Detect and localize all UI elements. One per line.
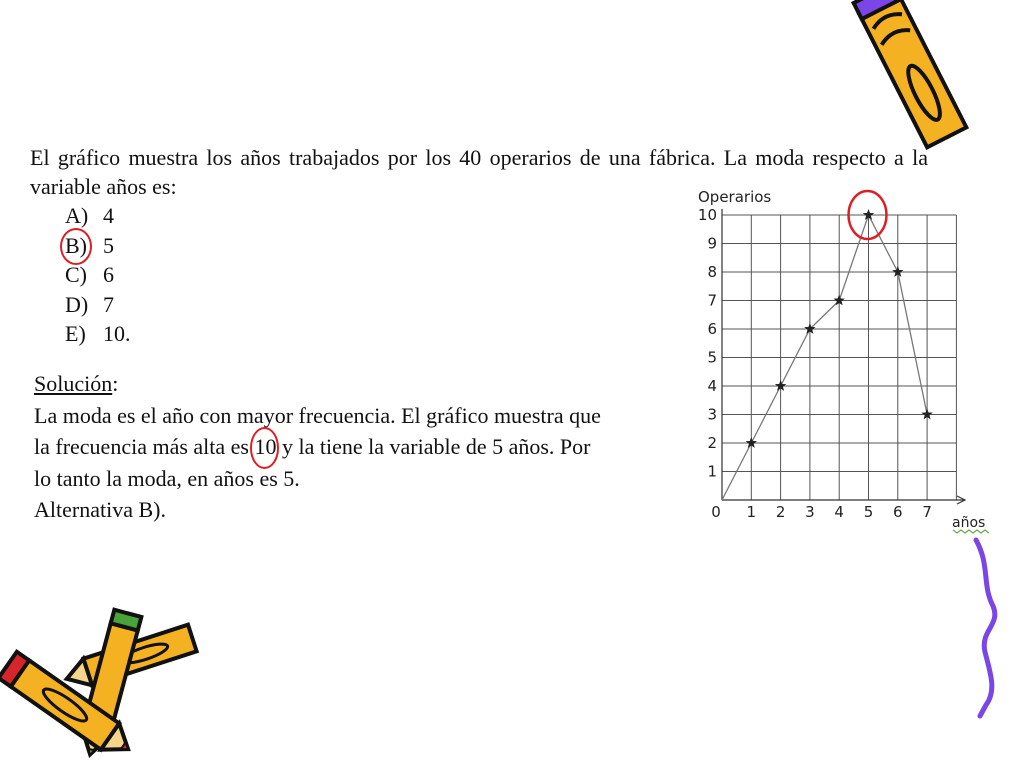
chart-grid — [722, 215, 956, 500]
x-tick-label: 5 — [863, 503, 874, 521]
solution-text: la frecuencia más alta es — [34, 434, 249, 459]
chart-series — [722, 209, 933, 500]
pencil-icon — [854, 0, 967, 147]
y-tick-label: 1 — [707, 462, 717, 481]
y-tick-label: 6 — [707, 320, 717, 338]
y-tick-label: 5 — [707, 348, 717, 367]
highlighted-frequency: 10 — [254, 431, 276, 463]
y-tick-label: 10 — [697, 206, 717, 224]
option-letter: E) — [65, 321, 86, 346]
y-tick-label: 8 — [707, 263, 717, 281]
option-value: 4 — [103, 203, 114, 228]
x-tick-label: 2 — [775, 503, 786, 521]
solution-heading-colon: : — [112, 371, 119, 396]
x-tick-label: 0 — [711, 503, 721, 521]
option-value: 6 — [103, 262, 114, 287]
option-letter-text: B) — [65, 232, 87, 258]
solution-heading: Solución — [34, 371, 113, 396]
option-value: 5 — [103, 232, 114, 258]
y-tick-label: 2 — [707, 434, 717, 452]
y-tick-label: 4 — [707, 377, 717, 395]
y-tick-label: 9 — [707, 234, 717, 253]
option-letter: D) — [65, 291, 89, 317]
option-letter: C) — [65, 262, 87, 287]
crossed-pencils-icon — [0, 610, 197, 763]
decorative-squiggle — [976, 540, 995, 716]
solution-line-3: lo tanto la moda, en años es 5. — [34, 465, 300, 491]
option-value: 7 — [103, 291, 114, 317]
option-value: 10. — [103, 321, 131, 346]
solution-line-1: La moda es el año con mayor frecuencia. El gráfico muestra que — [34, 402, 601, 428]
solution-line-4: Alternativa B). — [34, 497, 166, 522]
option-letter: A) — [65, 203, 89, 228]
x-tick-label: 6 — [893, 503, 903, 521]
x-tick-label: 1 — [746, 503, 757, 521]
solution-text: y la tiene la variable de 5 años. Por — [276, 434, 591, 459]
chart-tick-labels — [698, 206, 932, 521]
y-tick-label: 7 — [707, 291, 717, 310]
x-tick-label: 3 — [805, 503, 815, 521]
chart-axes — [722, 209, 965, 504]
x-axis-label: años — [952, 515, 986, 531]
y-tick-label: 3 — [707, 405, 717, 424]
x-tick-label: 4 — [834, 503, 844, 521]
x-tick-label: 7 — [922, 503, 932, 521]
problem-statement: El gráfico muestra los años trabajados por los 40 operarios de una fábrica. La moda respecto a la variable años es: — [30, 145, 928, 199]
y-axis-label: Operarios — [698, 188, 772, 206]
